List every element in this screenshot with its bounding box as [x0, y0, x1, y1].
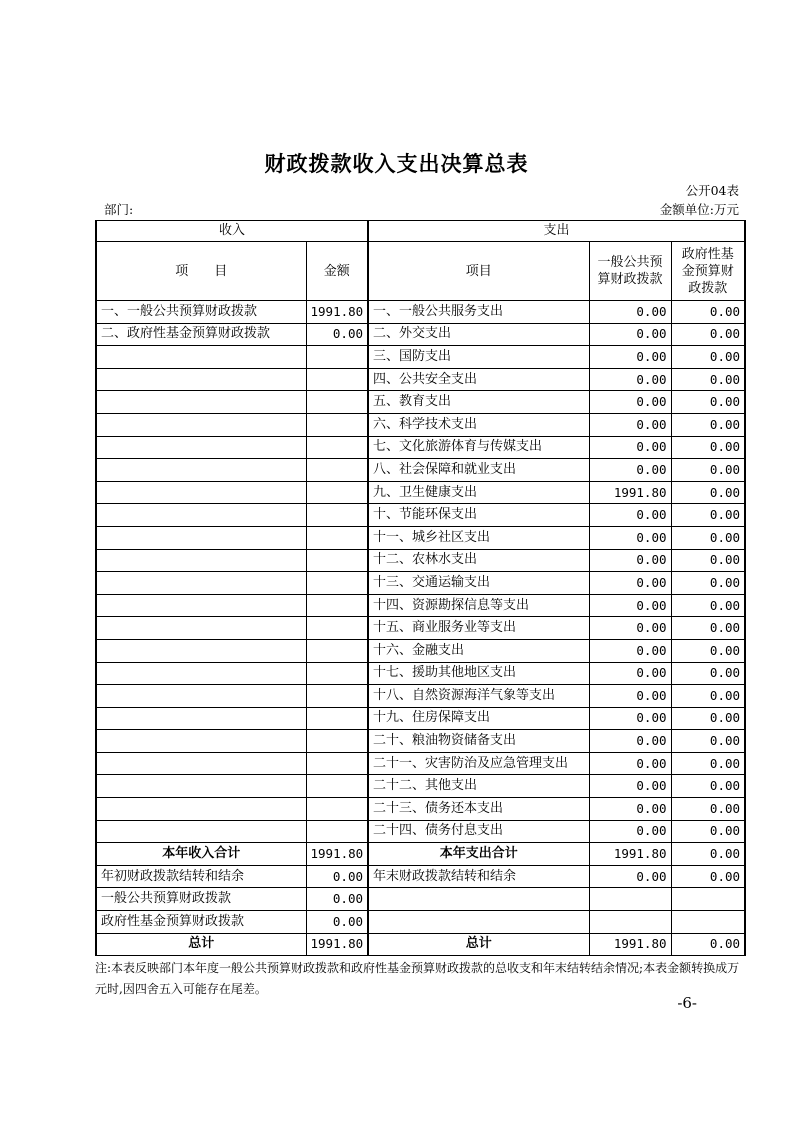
income-total-value: 1991.80 — [306, 843, 368, 866]
income-item — [96, 504, 306, 527]
table-row — [96, 504, 745, 527]
income-amount — [306, 798, 368, 821]
expense-item: 十九、住房保障支出 — [368, 707, 589, 730]
expense-item: 三、国防支出 — [368, 346, 589, 369]
income-item — [96, 775, 306, 798]
income-amount — [306, 346, 368, 369]
empty-cell — [368, 888, 589, 911]
income-amount — [306, 572, 368, 595]
grand-total-income-label: 总计 — [96, 933, 306, 956]
expense-item: 一、一般公共服务支出 — [368, 301, 589, 324]
grand-total-expense-label: 总计 — [368, 933, 589, 956]
expense-item: 二十三、债务还本支出 — [368, 798, 589, 821]
table-row — [96, 820, 745, 843]
table-row — [96, 594, 745, 617]
gov-fund-amount: 0.00 — [671, 572, 745, 595]
income-item — [96, 662, 306, 685]
income-amount: 1991.80 — [306, 301, 368, 324]
empty-cell — [671, 888, 745, 911]
carry-in-general-value: 0.00 — [306, 888, 368, 911]
expense-item: 二、外交支出 — [368, 323, 589, 346]
income-amount — [306, 707, 368, 730]
income-amount: 0.00 — [306, 323, 368, 346]
grand-total-income: 1991.80 — [306, 933, 368, 956]
income-item — [96, 436, 306, 459]
income-item — [96, 820, 306, 843]
expense-item: 十三、交通运输支出 — [368, 572, 589, 595]
general-budget-amount: 0.00 — [589, 436, 671, 459]
budget-table — [95, 220, 746, 956]
table-row — [96, 436, 745, 459]
expense-item: 十、节能环保支出 — [368, 504, 589, 527]
gov-fund-amount: 0.00 — [671, 346, 745, 369]
grand-total-fund: 0.00 — [671, 933, 745, 956]
general-budget-amount: 0.00 — [589, 504, 671, 527]
table-row — [96, 413, 745, 436]
table-row — [96, 346, 745, 369]
general-budget-amount: 0.00 — [589, 391, 671, 414]
income-item — [96, 481, 306, 504]
general-budget-amount: 0.00 — [589, 346, 671, 369]
empty-cell — [589, 911, 671, 934]
general-budget-amount: 1991.80 — [589, 481, 671, 504]
gov-fund-amount: 0.00 — [671, 775, 745, 798]
income-item — [96, 572, 306, 595]
expense-item: 五、教育支出 — [368, 391, 589, 414]
table-row — [96, 391, 745, 414]
table-row — [96, 730, 745, 753]
table-row — [96, 798, 745, 821]
income-amount — [306, 368, 368, 391]
column-header-row — [96, 242, 745, 301]
income-amount — [306, 481, 368, 504]
gov-fund-amount: 0.00 — [671, 368, 745, 391]
empty-cell — [589, 888, 671, 911]
table-row — [96, 301, 745, 324]
expense-item: 八、社会保障和就业支出 — [368, 459, 589, 482]
table-row — [96, 549, 745, 572]
header-income-amount: 金额 — [306, 242, 368, 301]
general-budget-amount: 0.00 — [589, 662, 671, 685]
expense-item: 二十、粮油物资储备支出 — [368, 730, 589, 753]
gov-fund-amount: 0.00 — [671, 707, 745, 730]
gov-fund-amount: 0.00 — [671, 549, 745, 572]
gov-fund-amount: 0.00 — [671, 481, 745, 504]
income-amount — [306, 775, 368, 798]
income-amount — [306, 549, 368, 572]
expense-item: 二十一、灾害防治及应急管理支出 — [368, 752, 589, 775]
income-amount — [306, 820, 368, 843]
gov-fund-amount: 0.00 — [671, 391, 745, 414]
general-budget-amount: 0.00 — [589, 639, 671, 662]
general-budget-amount: 0.00 — [589, 752, 671, 775]
income-amount — [306, 391, 368, 414]
carry-in-label: 年初财政拨款结转和结余 — [96, 865, 306, 888]
carry-in-fund-row — [96, 911, 745, 934]
gov-fund-amount: 0.00 — [671, 301, 745, 324]
carry-in-general-label: 一般公共预算财政拨款 — [96, 888, 306, 911]
general-budget-amount: 0.00 — [589, 368, 671, 391]
gov-fund-amount: 0.00 — [671, 639, 745, 662]
gov-fund-amount: 0.00 — [671, 662, 745, 685]
expense-item: 九、卫生健康支出 — [368, 481, 589, 504]
income-amount — [306, 685, 368, 708]
income-amount — [306, 662, 368, 685]
income-amount — [306, 752, 368, 775]
general-budget-amount: 0.00 — [589, 707, 671, 730]
expense-item: 六、科学技术支出 — [368, 413, 589, 436]
general-budget-amount: 0.00 — [589, 459, 671, 482]
section-expense: 支出 — [368, 221, 745, 242]
carry-out-general: 0.00 — [589, 865, 671, 888]
gov-fund-amount: 0.00 — [671, 820, 745, 843]
table-row — [96, 775, 745, 798]
income-item — [96, 549, 306, 572]
general-budget-amount: 0.00 — [589, 413, 671, 436]
gov-fund-amount: 0.00 — [671, 798, 745, 821]
table-row — [96, 459, 745, 482]
gov-fund-amount: 0.00 — [671, 752, 745, 775]
income-item: 二、政府性基金预算财政拨款 — [96, 323, 306, 346]
carry-out-fund: 0.00 — [671, 865, 745, 888]
expense-item: 二十四、债务付息支出 — [368, 820, 589, 843]
table-row — [96, 707, 745, 730]
income-amount — [306, 526, 368, 549]
footnote: 注:本表反映部门本年度一般公共预算财政拨款和政府性基金预算财政拨款的总收支和年末结转结余情况;本表金额转换成万元时,因四舍五入可能存在尾差。 — [95, 961, 740, 996]
table-row — [96, 368, 745, 391]
income-item: 一、一般公共预算财政拨款 — [96, 301, 306, 324]
gov-fund-amount: 0.00 — [671, 526, 745, 549]
empty-cell — [671, 911, 745, 934]
form-number: 公开04表 — [685, 183, 739, 198]
general-budget-amount: 0.00 — [589, 730, 671, 753]
carry-in-value: 0.00 — [306, 865, 368, 888]
income-item — [96, 346, 306, 369]
gov-fund-amount: 0.00 — [671, 594, 745, 617]
table-row — [96, 526, 745, 549]
income-amount — [306, 504, 368, 527]
carry-out-label: 年末财政拨款结转和结余 — [368, 865, 589, 888]
general-budget-amount: 0.00 — [589, 572, 671, 595]
general-budget-amount: 0.00 — [589, 798, 671, 821]
table-row — [96, 662, 745, 685]
general-budget-amount: 0.00 — [589, 820, 671, 843]
income-amount — [306, 639, 368, 662]
general-budget-amount: 0.00 — [589, 594, 671, 617]
carry-row — [96, 865, 745, 888]
expense-item: 二十二、其他支出 — [368, 775, 589, 798]
general-budget-amount: 0.00 — [589, 323, 671, 346]
table-row — [96, 481, 745, 504]
income-item — [96, 617, 306, 640]
income-amount — [306, 436, 368, 459]
expense-item: 十五、商业服务业等支出 — [368, 617, 589, 640]
gov-fund-amount: 0.00 — [671, 685, 745, 708]
expense-total-general: 1991.80 — [589, 843, 671, 866]
table-row — [96, 685, 745, 708]
income-amount — [306, 413, 368, 436]
grand-total-row — [96, 933, 745, 956]
general-budget-amount: 0.00 — [589, 775, 671, 798]
expense-item: 四、公共安全支出 — [368, 368, 589, 391]
header-gov-fund: 政府性基金预算财政拨款 — [671, 242, 745, 301]
page-title: 财政拨款收入支出决算总表 — [264, 152, 529, 176]
table-row — [96, 323, 745, 346]
gov-fund-amount: 0.00 — [671, 504, 745, 527]
income-item — [96, 639, 306, 662]
table-row — [96, 572, 745, 595]
income-amount — [306, 594, 368, 617]
general-budget-amount: 0.00 — [589, 526, 671, 549]
header-general-budget: 一般公共预算财政拨款 — [589, 242, 671, 301]
income-item — [96, 707, 306, 730]
income-item — [96, 730, 306, 753]
income-item — [96, 413, 306, 436]
expense-total-fund: 0.00 — [671, 843, 745, 866]
page-number: -6- — [677, 994, 697, 1012]
income-item — [96, 526, 306, 549]
expense-total-label: 本年支出合计 — [368, 843, 589, 866]
income-amount — [306, 730, 368, 753]
income-amount — [306, 459, 368, 482]
income-item — [96, 685, 306, 708]
header-expense-item: 项目 — [368, 242, 589, 301]
table-row — [96, 639, 745, 662]
expense-item: 七、文化旅游体育与传媒支出 — [368, 436, 589, 459]
gov-fund-amount: 0.00 — [671, 617, 745, 640]
table-row — [96, 752, 745, 775]
expense-item: 十七、援助其他地区支出 — [368, 662, 589, 685]
carry-in-general-row — [96, 888, 745, 911]
expense-item: 十四、资源勘探信息等支出 — [368, 594, 589, 617]
income-item — [96, 391, 306, 414]
income-total-label: 本年收入合计 — [96, 843, 306, 866]
general-budget-amount: 0.00 — [589, 549, 671, 572]
carry-in-fund-value: 0.00 — [306, 911, 368, 934]
income-item — [96, 368, 306, 391]
gov-fund-amount: 0.00 — [671, 459, 745, 482]
grand-total-general: 1991.80 — [589, 933, 671, 956]
income-item — [96, 752, 306, 775]
department-label: 部门: — [104, 202, 134, 217]
section-income: 收入 — [96, 221, 368, 242]
gov-fund-amount: 0.00 — [671, 436, 745, 459]
expense-item: 十一、城乡社区支出 — [368, 526, 589, 549]
unit-label: 金额单位:万元 — [659, 202, 739, 217]
gov-fund-amount: 0.00 — [671, 413, 745, 436]
expense-item: 十六、金融支出 — [368, 639, 589, 662]
income-total-row — [96, 843, 745, 866]
empty-cell — [368, 911, 589, 934]
header-income-item: 项 目 — [96, 242, 306, 301]
gov-fund-amount: 0.00 — [671, 323, 745, 346]
general-budget-amount: 0.00 — [589, 685, 671, 708]
income-item — [96, 594, 306, 617]
expense-item: 十八、自然资源海洋气象等支出 — [368, 685, 589, 708]
table-row — [96, 617, 745, 640]
carry-in-fund-label: 政府性基金预算财政拨款 — [96, 911, 306, 934]
gov-fund-amount: 0.00 — [671, 730, 745, 753]
section-header-row — [96, 221, 745, 242]
income-amount — [306, 617, 368, 640]
general-budget-amount: 0.00 — [589, 301, 671, 324]
expense-item: 十二、农林水支出 — [368, 549, 589, 572]
income-item — [96, 798, 306, 821]
income-item — [96, 459, 306, 482]
general-budget-amount: 0.00 — [589, 617, 671, 640]
